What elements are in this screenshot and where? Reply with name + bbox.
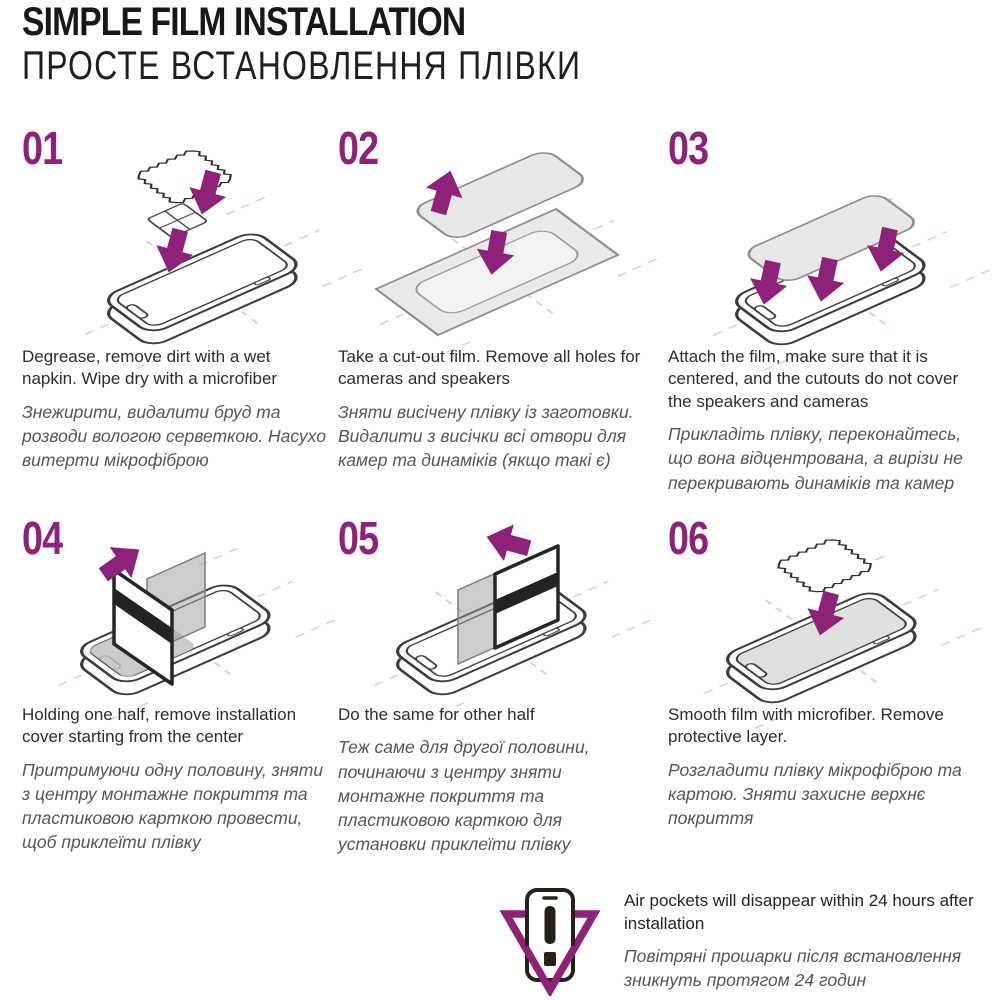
step-text-ua: Теж саме для другої половини, починаючи з центру зняти монтажне покриття та пластиковою карткою для установки приклеїти плівку xyxy=(338,737,590,854)
step-number: 01 xyxy=(22,122,63,174)
step-number: 04 xyxy=(22,512,63,564)
step-text-ua: Притримуючи одну половину, зняти з центру монтажне покриття та пластиковою карткою провести, щоб приклеїти плівку xyxy=(22,759,324,853)
step-05-illustration xyxy=(338,512,645,702)
step-text-en: Holding one half, remove installation cover starting from the center xyxy=(22,705,297,747)
footer-text-en: Air pockets will disappear within 24 hours after installation xyxy=(624,891,974,933)
step-04 xyxy=(22,512,329,854)
step-06-illustration xyxy=(668,512,975,702)
step-02 xyxy=(338,122,645,472)
warning-phone-icon xyxy=(498,884,602,996)
step-text-en: Do the same for other half xyxy=(338,705,535,724)
step-text-en: Smooth film with microfiber. Remove protective layer. xyxy=(668,705,944,747)
step-number: 03 xyxy=(668,122,709,174)
step-text-en: Degrease, remove dirt with a wet napkin. Wipe dry with a microfiber xyxy=(22,347,278,389)
step-text-en: Attach the film, make sure that it is centered, and the cutouts do not cover the speakers and cameras xyxy=(668,347,959,411)
step-01 xyxy=(22,122,329,472)
step-number: 02 xyxy=(338,122,379,174)
footer-note xyxy=(498,884,984,996)
footer-text-ua: Повітряні прошарки після встановлення зникнуть протягом 24 годин xyxy=(624,945,962,991)
step-text-ua: Прикладіть плівку, переконайтесь, що вона відцентрована, а вирізи не перекривають динаміків та камер xyxy=(668,424,963,493)
step-number: 06 xyxy=(668,512,709,564)
step-02-illustration xyxy=(338,122,645,344)
page-subtitle: ПРОСТЕ ВСТАНОВЛЕННЯ ПЛІВКИ xyxy=(22,44,582,88)
step-text-ua: Зняти висічену плівку із заготовки. Видалити з висічки всі отвори для камер та динаміків (якщо такі є) xyxy=(338,401,634,471)
step-05 xyxy=(338,512,645,856)
page-title: SIMPLE FILM INSTALLATION xyxy=(22,0,466,44)
step-text-ua: Знежирити, видалити бруд та розводи вологою серветкою. Насухо витерти мікрофіброю xyxy=(22,401,326,471)
header xyxy=(22,0,721,87)
step-03 xyxy=(668,122,975,495)
step-04-illustration xyxy=(22,512,329,702)
step-number: 05 xyxy=(338,512,379,564)
step-01-illustration xyxy=(22,122,329,344)
step-03-illustration xyxy=(668,122,975,344)
step-06 xyxy=(668,512,975,830)
step-text-ua: Розгладити плівку мікрофіброю та картою. Зняти захисне верхнє покриття xyxy=(668,759,962,829)
step-text-en: Take a cut-out film. Remove all holes for cameras and speakers xyxy=(338,347,641,389)
